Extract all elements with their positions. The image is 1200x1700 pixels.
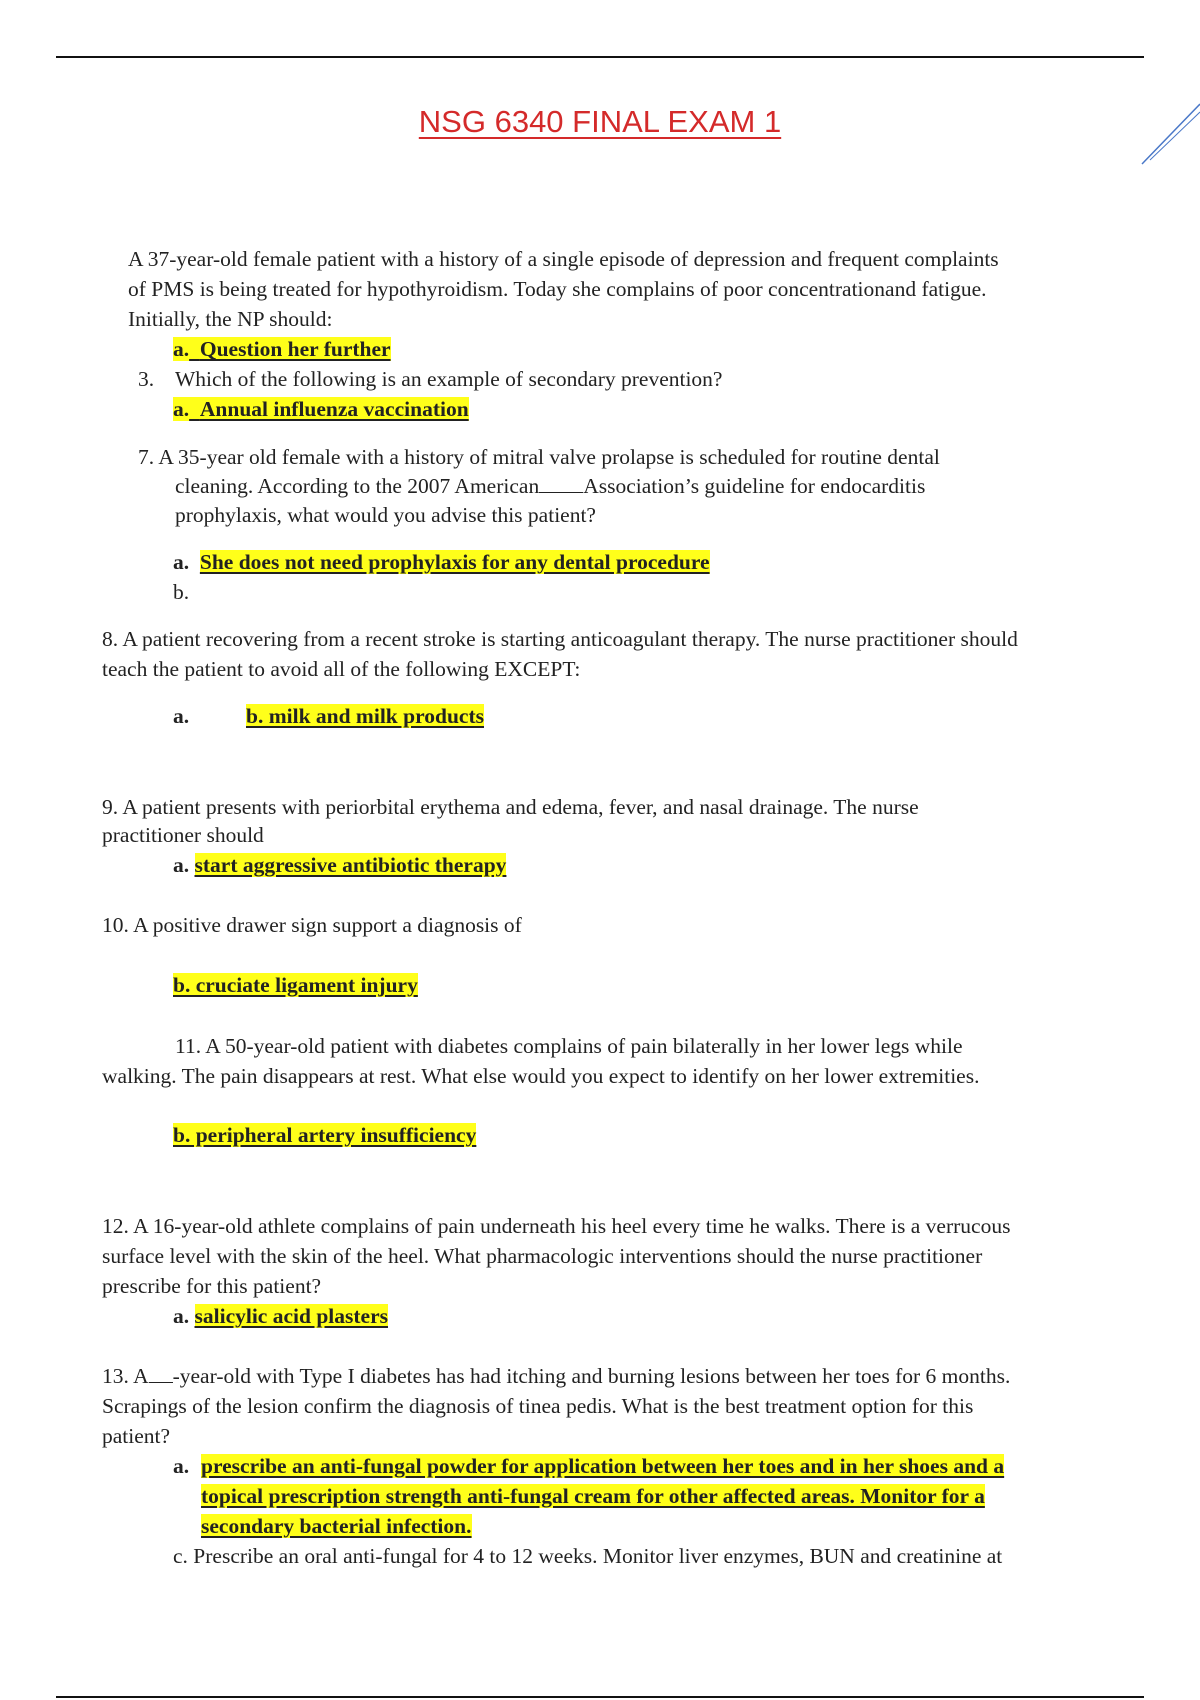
question-10-line-1: 10. A positive drawer sign support a diagnosis of	[102, 913, 522, 937]
fill-in-blank	[539, 474, 583, 493]
question-13-answer-letter	[173, 1451, 189, 1481]
answer-text: Annual influenza vaccination	[199, 397, 469, 421]
page-title: NSG 6340 FINAL EXAM 1	[418, 104, 782, 139]
question-11-answer	[173, 1120, 476, 1150]
question-3-answer	[173, 394, 469, 424]
question-1-line-2: of PMS is being treated for hypothyroidism. Today she complains of poor concentrationand fatigue.	[128, 277, 987, 301]
question-13-answer-line-3	[201, 1511, 472, 1541]
question-1-answer	[173, 334, 391, 364]
question-13-line-1b: -year-old with Type I diabetes has had itching and burning lesions between her toes for 6 months.	[172, 1364, 1011, 1388]
question-13-answer-line-1	[201, 1451, 1004, 1481]
question-1-line-3: Initially, the NP should:	[128, 307, 333, 331]
bottom-rule	[56, 1696, 1144, 1698]
question-13-answer-line-2	[201, 1481, 985, 1511]
answer-letter: a.	[173, 337, 190, 361]
question-11-line-2: walking. The pain disappears at rest. What else would you expect to identify on her lower extremities.	[102, 1064, 980, 1088]
question-9-line-2: practitioner should	[102, 823, 264, 847]
answer-letter: a.	[173, 1454, 190, 1478]
question-8-answer	[246, 701, 484, 731]
question-13-option-c: c. Prescribe an oral anti-fungal for 4 to 12 weeks. Monitor liver enzymes, BUN and creatinine at	[173, 1544, 1003, 1568]
question-13-line-2: Scrapings of the lesion confirm the diagnosis of tinea pedis. What is the best treatment option for this	[102, 1394, 974, 1418]
answer-text-line-1: prescribe an anti-fungal powder for application between her toes and in her shoes and a	[201, 1454, 1005, 1478]
question-13-line-3: patient?	[102, 1424, 171, 1448]
answer-text: She does not need prophylaxis for any dental procedure	[199, 550, 710, 574]
answer-letter: a.	[173, 704, 190, 728]
question-9-answer	[173, 850, 506, 880]
question-3-number: 3.	[138, 367, 155, 391]
question-1-line-1: A 37-year-old female patient with a history of a single episode of depression and frequent complaints	[128, 247, 999, 271]
question-7-line-2a: cleaning. According to the 2007 American	[175, 474, 540, 498]
answer-letter: a.	[173, 550, 190, 574]
fill-in-blank	[149, 1364, 173, 1383]
question-7-line-1: 7. A 35-year old female with a history of mitral valve prolapse is scheduled for routine dental	[138, 445, 940, 469]
question-7-answer	[173, 547, 710, 577]
question-7-line-2	[175, 471, 925, 501]
answer-text: b. peripheral artery insufficiency	[173, 1123, 477, 1147]
question-7-line-3: prophylaxis, what would you advise this patient?	[175, 503, 596, 527]
answer-text: salicylic acid plasters	[194, 1304, 388, 1328]
question-7-line-2b: Association’s guideline for endocarditis	[583, 474, 926, 498]
question-13-line-1	[102, 1361, 1010, 1391]
answer-letter: a.	[173, 1304, 190, 1328]
answer-letter: a.	[173, 853, 190, 877]
question-12-answer	[173, 1301, 388, 1331]
question-13-line-1a: 13. A	[102, 1364, 149, 1388]
answer-text: Question her further	[199, 337, 391, 361]
question-7-option-b: b.	[173, 580, 190, 604]
question-11-line-1: 11. A 50-year-old patient with diabetes complains of pain bilaterally in her lower legs while	[175, 1034, 963, 1058]
answer-letter: a.	[173, 397, 190, 421]
question-8-line-2: teach the patient to avoid all of the following EXCEPT:	[102, 657, 581, 681]
question-3-text: Which of the following is an example of secondary prevention?	[175, 367, 723, 391]
question-9-line-1: 9. A patient presents with periorbital erythema and edema, fever, and nasal drainage. The nurse	[102, 795, 919, 819]
question-12-line-3: prescribe for this patient?	[102, 1274, 322, 1298]
question-8-line-1: 8. A patient recovering from a recent stroke is starting anticoagulant therapy. The nurse practitioner should	[102, 627, 1018, 651]
question-12-line-2: surface level with the skin of the heel. What pharmacologic interventions should the nurse practitioner	[102, 1244, 983, 1268]
answer-text: start aggressive antibiotic therapy	[194, 853, 507, 877]
answer-text-line-2: topical prescription strength anti-fungal cream for other affected areas. Monitor for a	[201, 1484, 985, 1508]
answer-text: b. cruciate ligament injury	[173, 973, 418, 997]
question-10-answer	[173, 970, 418, 1000]
question-8-answer-letter	[173, 701, 189, 731]
question-12-line-1: 12. A 16-year-old athlete complains of pain underneath his heel every time he walks. There is a verrucous	[102, 1214, 1011, 1238]
answer-text: b. milk and milk products	[246, 704, 484, 728]
top-rule	[56, 56, 1144, 58]
answer-text-line-3: secondary bacterial infection.	[201, 1514, 472, 1538]
